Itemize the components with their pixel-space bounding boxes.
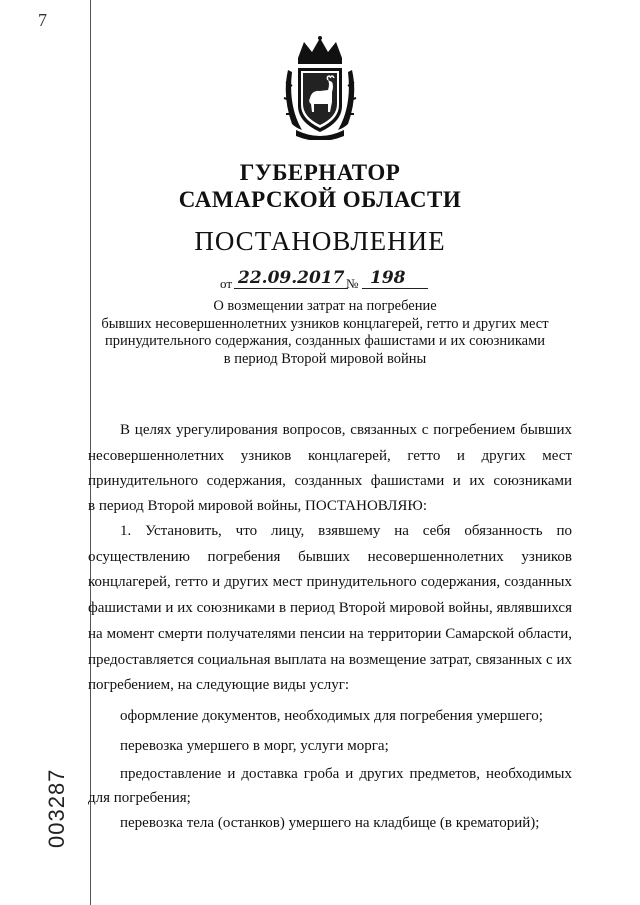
body-line: на момент смерти получателями пенсии на территории Самарской области, xyxy=(88,626,572,642)
body-line: концлагерей, гетто и других мест принудительного содержания, созданных xyxy=(88,574,572,590)
date-underline xyxy=(234,288,348,289)
serial-number-text: 003287 xyxy=(44,768,69,848)
body-line: предоставляется социальная выплата на возмещение затрат, связанных с их xyxy=(88,652,572,668)
subject-line: О возмещении затрат на погребение xyxy=(213,298,437,314)
governor-title: ГУБЕРНАТОР xyxy=(239,160,401,185)
body-line: принудительного содержания, созданных фашистами и их союзниками xyxy=(88,473,572,489)
body-line: оформление документов, необходимых для погребения умершего; xyxy=(120,708,543,724)
body-line: предоставление и доставка гроба и других предметов, необходимых xyxy=(120,766,572,782)
body-line: фашистами и их союзниками в период Второй мировой войны, являвшихся xyxy=(88,600,572,616)
body-line: несовершеннолетних узников концлагерей, гетто и других мест xyxy=(88,448,572,464)
coat-of-arms-emblem xyxy=(282,36,358,140)
subject-line: бывших несовершеннолетних узников концлагерей, гетто и других мест xyxy=(101,315,549,332)
body-line: перевозка тела (останков) умершего на кладбище (в крематорий); xyxy=(120,815,540,831)
corner-mark: 7 xyxy=(38,10,47,30)
number-underline xyxy=(362,288,428,289)
side-serial-number xyxy=(40,770,70,850)
date-prefix-label: от xyxy=(220,276,233,291)
body-line: для погребения; xyxy=(88,790,191,806)
body-line: осуществлению погребения бывших несовершеннолетних узников xyxy=(88,549,572,565)
handwritten-number: 198 xyxy=(370,268,406,288)
body-line: В целях урегулирования вопросов, связанных с погребением бывших xyxy=(120,422,572,438)
handwritten-date: 22.09.2017 xyxy=(238,268,345,288)
body-line: в период Второй мировой войны, ПОСТАНОВЛЯЮ: xyxy=(88,498,427,514)
body-line: погребением, на следующие виды услуг: xyxy=(88,677,350,693)
number-prefix-label: № xyxy=(346,276,359,291)
decree-subject xyxy=(90,298,560,368)
document-type-title: ПОСТАНОВЛЕНИЕ xyxy=(194,226,446,256)
body-line: 1. Установить, что лицу, взявшему на себя обязанность по xyxy=(120,523,572,539)
subject-line: принудительного содержания, созданных фашистами и их союзниками xyxy=(104,333,546,349)
region-title: САМАРСКОЙ ОБЛАСТИ xyxy=(178,187,462,212)
subject-line: в период Второй мировой войны xyxy=(223,350,427,367)
body-line: перевозка умершего в морг, услуги морга; xyxy=(120,738,389,754)
